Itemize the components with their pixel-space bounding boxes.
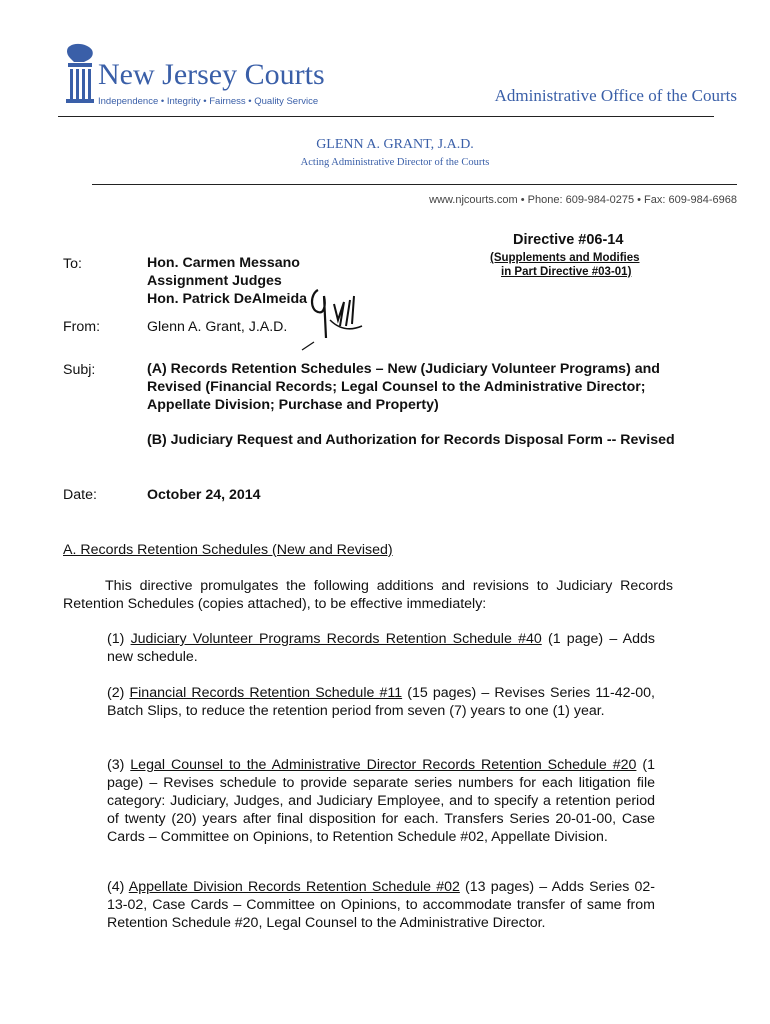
list-item [107,684,655,720]
list-item [107,756,655,846]
nj-courts-logo-icon [58,42,102,106]
signature-initials-icon [300,276,372,354]
to-line-3: Hon. Patrick DeAlmeida [147,291,308,307]
org-name: New Jersey Courts [98,58,325,91]
contact-line: www.njcourts.com • Phone: 609-984-0275 • Fax: 609-984-6968 [429,194,737,206]
director-title: Acting Administrative Director of the Courts [300,157,490,168]
director-name: GLENN A. GRANT, J.A.D. [316,137,474,152]
item-2-text: (15 pages) – Revises Series 11-42-00, Batch Slips, to reduce the retention period from seven (7) years to one (1) year. [107,685,655,719]
header-divider-top [58,116,714,117]
item-3-text: (1 page) – Revises schedule to provide separate series numbers for each litigation file category: Judiciary, Judges, and Judiciary Employee, and to specify a retention period of twenty (20) years after final disposition for each. Transfers Series 20-01-00, Case Cards – Committee on Opinions, to Retention Schedule #02, Appellate Division. [107,757,655,845]
org-tagline: Independence • Integrity • Fairness • Quality Service [98,96,319,107]
item-4-num: (4) [107,879,125,895]
from-label: From: [63,319,101,335]
to-line-2: Assignment Judges [147,273,282,289]
subj-a: (A) Records Retention Schedules – New (Judiciary Volunteer Programs) and Revised (Financial Records; Legal Counsel to the Administrative Director; Appellate Division; Purchase and Property) [147,361,660,413]
header-divider-bottom [92,184,737,185]
directive-number: Directive #06-14 [513,232,624,248]
list-item [107,878,655,932]
subj-label: Subj: [63,362,96,378]
item-2-title: Financial Records Retention Schedule #11 [129,685,403,701]
from-value: Glenn A. Grant, J.A.D. [147,319,288,335]
item-3-title: Legal Counsel to the Administrative Director Records Retention Schedule #20 [130,757,637,773]
item-1-num: (1) [107,631,125,647]
item-3-num: (3) [107,757,125,773]
to-line-1: Hon. Carmen Messano [147,255,300,271]
item-2-num: (2) [107,685,125,701]
date-label: Date: [63,487,97,503]
section-a-intro [63,577,673,613]
office-name: Administrative Office of the Courts [494,86,737,105]
item-4-title: Appellate Division Records Retention Schedule #02 [128,879,460,895]
item-1-text: (1 page) – Adds new schedule. [107,631,655,665]
section-a-heading: A. Records Retention Schedules (New and Revised) [63,542,393,558]
date-value: October 24, 2014 [147,487,261,503]
subj-b: (B) Judiciary Request and Authorization for Records Disposal Form -- Revised [147,432,675,448]
directive-supplement-line1: (Supplements and Modifies [490,252,640,264]
section-a-intro-text: This directive promulgates the following additions and revisions to Judiciary Records Retention Schedules (copies attached), to be effective immediately: [63,578,673,612]
list-item [107,630,655,666]
to-label: To: [63,256,82,272]
item-4-text: (13 pages) – Adds Series 02-13-02, Case Cards – Committee on Opinions, to accommodate transfer of same from Retention Schedule #20, Legal Counsel to the Administrative Director. [107,879,655,931]
directive-supplement-line2: in Part Directive #03-01) [501,266,632,278]
item-1-title: Judiciary Volunteer Programs Records Retention Schedule #40 [130,631,542,647]
